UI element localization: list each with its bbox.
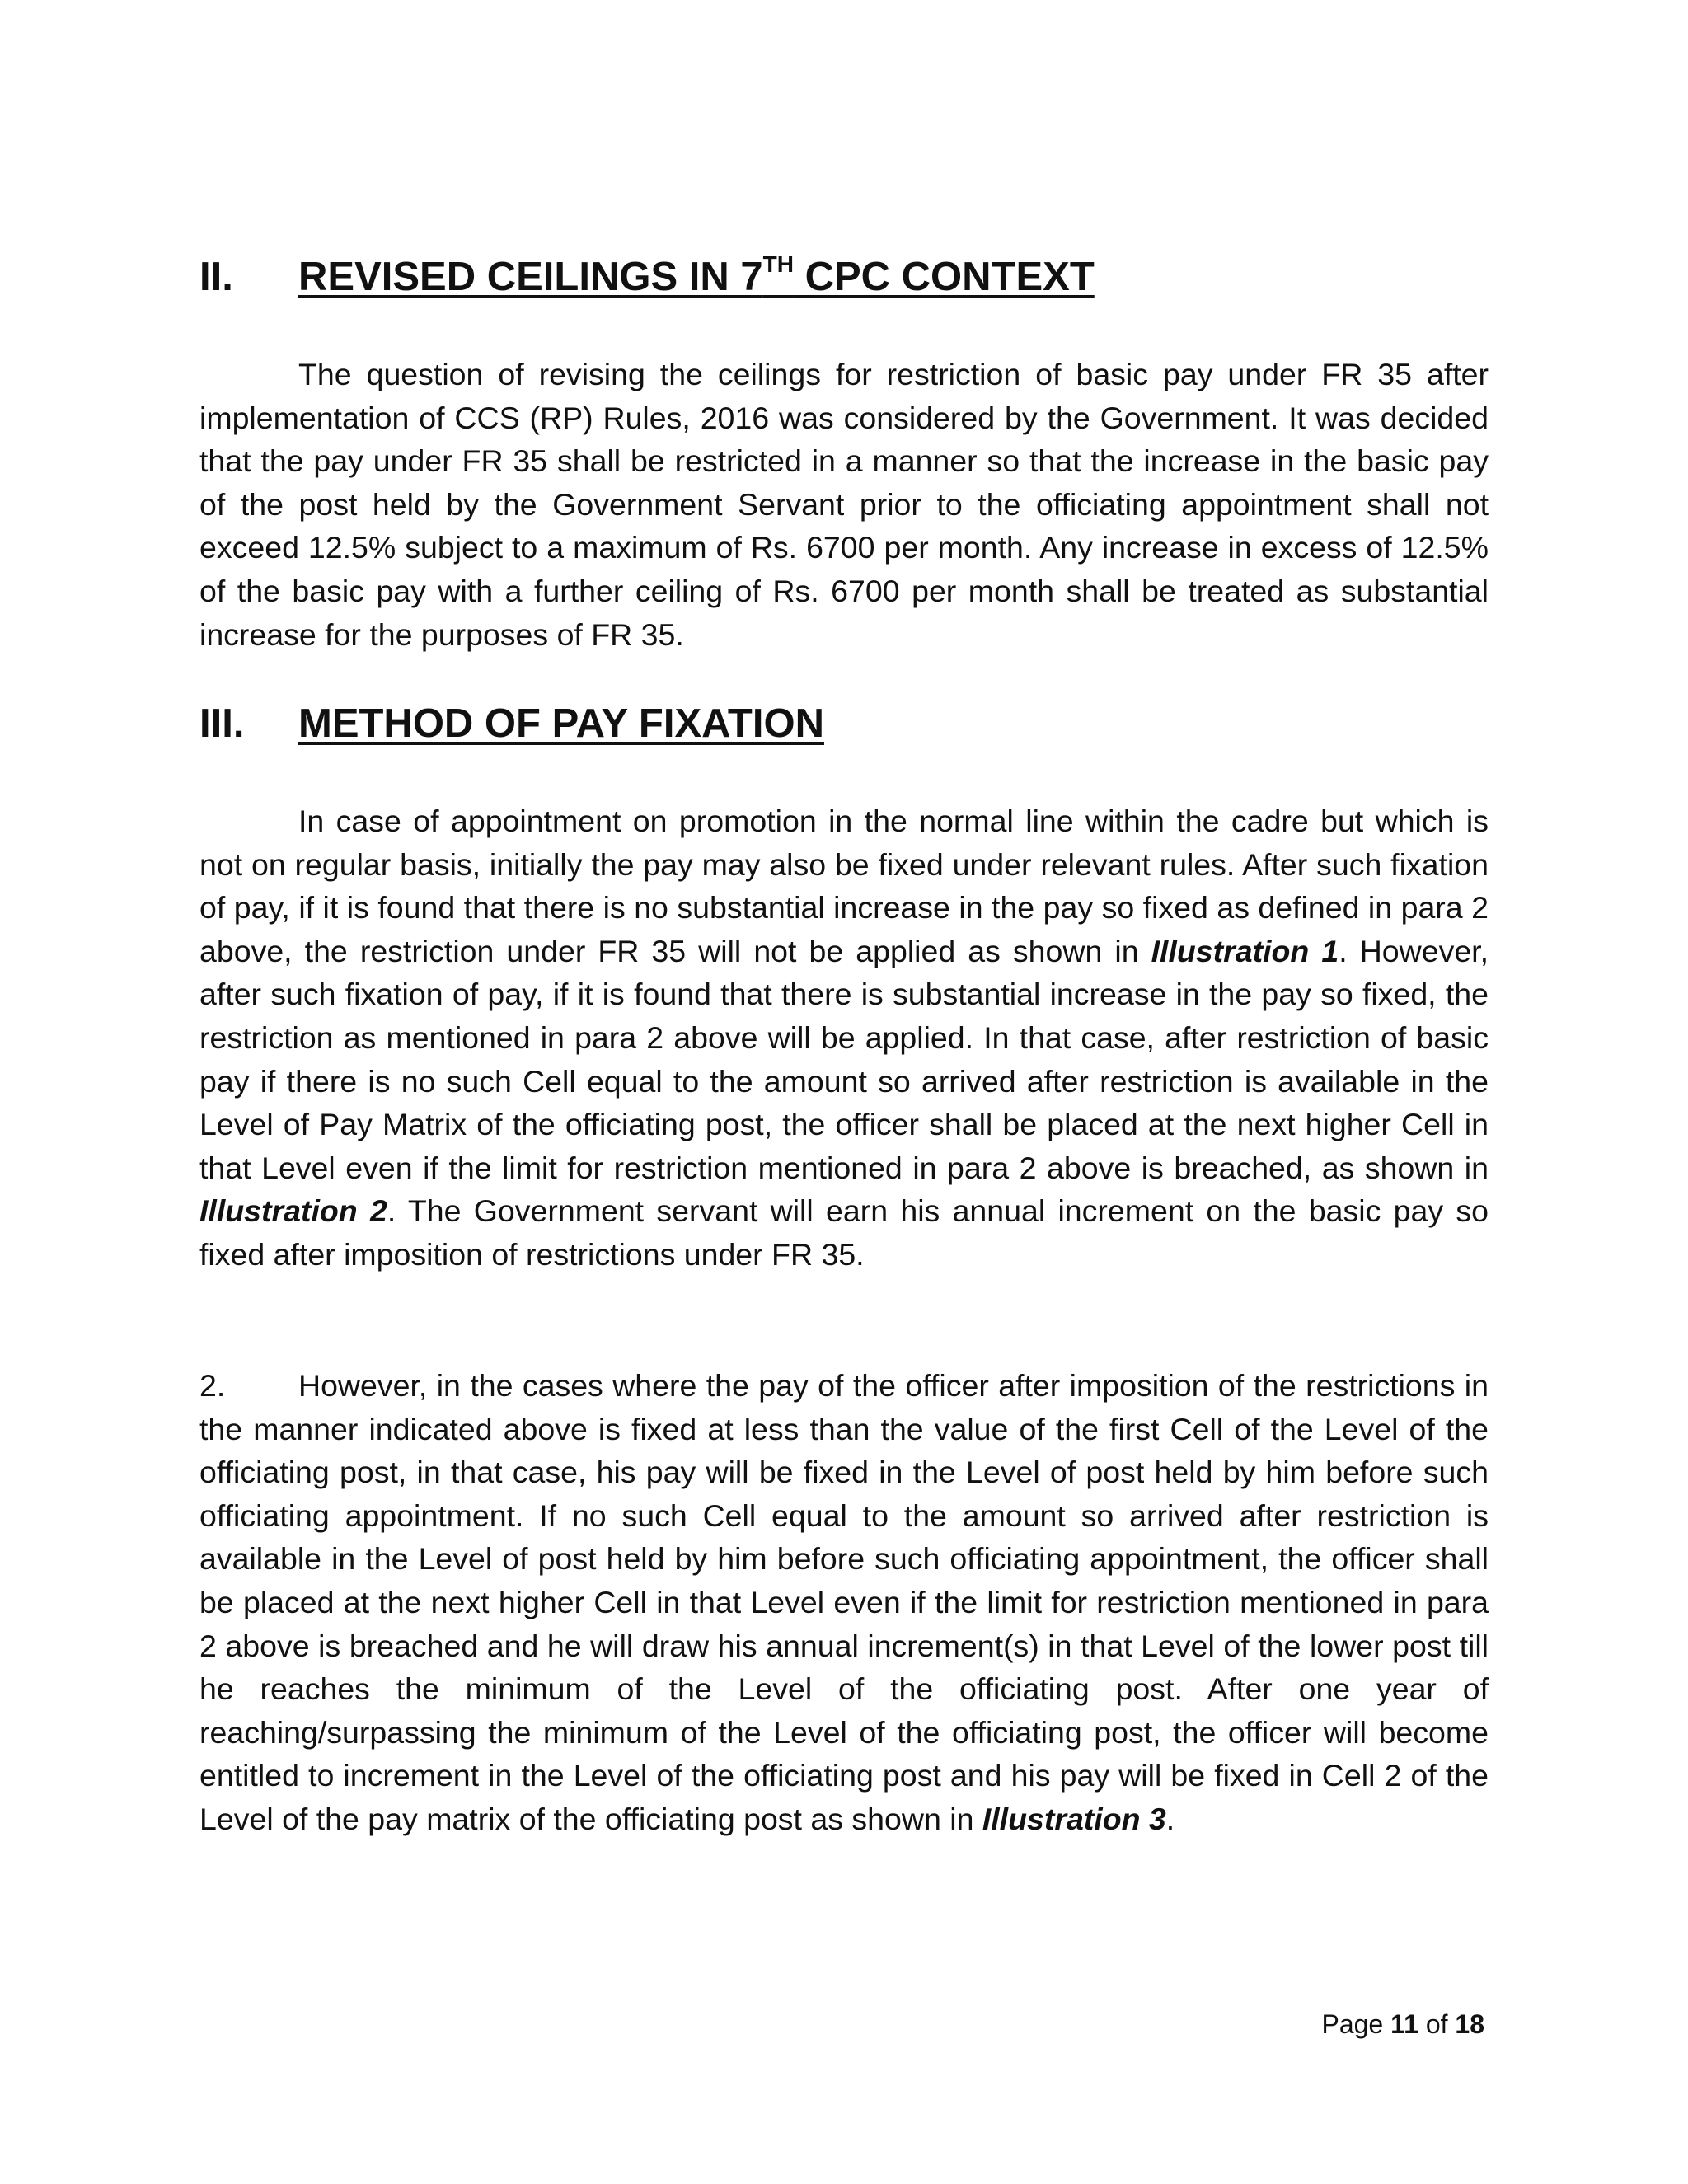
section-title: REVISED CEILINGS IN 7TH CPC CONTEXT <box>298 251 1095 299</box>
total-page-count: 18 <box>1455 2009 1484 2039</box>
paragraph-pay-fixation-1: In case of appointment on promotion in the normal line within the cadre but which is not on regular basis, initially the pay may also be fixed under relevant rules. After such fixation of pay, if it is found that there is no substantial increase in the pay so fixed as defined in para 2 above, the restriction under FR 35 will not be applied as shown in Illustration 1. However, after such fixation of pay, if it is found that there is substantial increase in the pay so fixed, the restriction as mentioned in para 2 above will be applied. In that case, after restriction of basic pay if there is no such Cell equal to the amount so arrived after restriction is available in the Level of Pay Matrix of the officiating post, the officer shall be placed at the next higher Cell in that Level even if the limit for restriction mentioned in para 2 above is breached, as shown in Illustration 2. The Government servant will earn his annual increment on the basic pay so fixed after imposition of restrictions under FR 35. <box>199 804 1489 1272</box>
section-heading-revised-ceilings <box>199 252 1095 302</box>
superscript: TH <box>762 251 794 277</box>
paragraph-revised-ceilings: The question of revising the ceilings for restriction of basic pay under FR 35 after implementation of CCS (RP) Rules, 2016 was considered by the Government. It was decided that the pay under FR 35 shall be restricted in a manner so that the increase in the basic pay of the post held by the Government Servant prior to the officiating appointment shall not exceed 12.5% subject to a maximum of Rs. 6700 per month. Any increase in excess of 12.5% of the basic pay with a further ceiling of Rs. 6700 per month shall be treated as substantial increase for the purposes of FR 35. <box>199 357 1489 652</box>
section-number: II. <box>199 255 233 299</box>
section-title: METHOD OF PAY FIXATION <box>298 701 824 746</box>
illustration-2-reference: Illustration 2 <box>199 1193 387 1229</box>
section-number: III. <box>199 701 245 746</box>
section-heading-method-of-pay-fixation <box>199 699 824 748</box>
paragraph-number: 2. <box>199 1368 226 1403</box>
paragraph-pay-fixation-2: 2. However, in the cases where the pay of the officer after imposition of the restrictions in the manner indicated above is fixed at less than the value of the first Cell of the Level of the officiating post, in that case, his pay will be fixed in the Level of post held by him before such officiating appointment. If no such Cell equal to the amount so arrived after restriction is available in the Level of post held by him before such officiating appointment, the officer shall be placed at the next higher Cell in that Level even if the limit for restriction mentioned in para 2 above is breached and he will draw his annual increment(s) in that Level of the lower post till he reaches the minimum of the Level of the officiating post. After one year of reaching/surpassing the minimum of the Level of the officiating post, the officer will become entitled to increment in the Level of the officiating post and his pay will be fixed in Cell 2 of the Level of the pay matrix of the officiating post as shown in Illustration 3. <box>199 1364 1489 1841</box>
illustration-1-reference: Illustration 1 <box>1151 933 1339 968</box>
illustration-3-reference: Illustration 3 <box>982 1801 1166 1836</box>
current-page-number: 11 <box>1390 2009 1418 2039</box>
page-number-footer: Page 11 of 18 <box>1321 2009 1484 2039</box>
